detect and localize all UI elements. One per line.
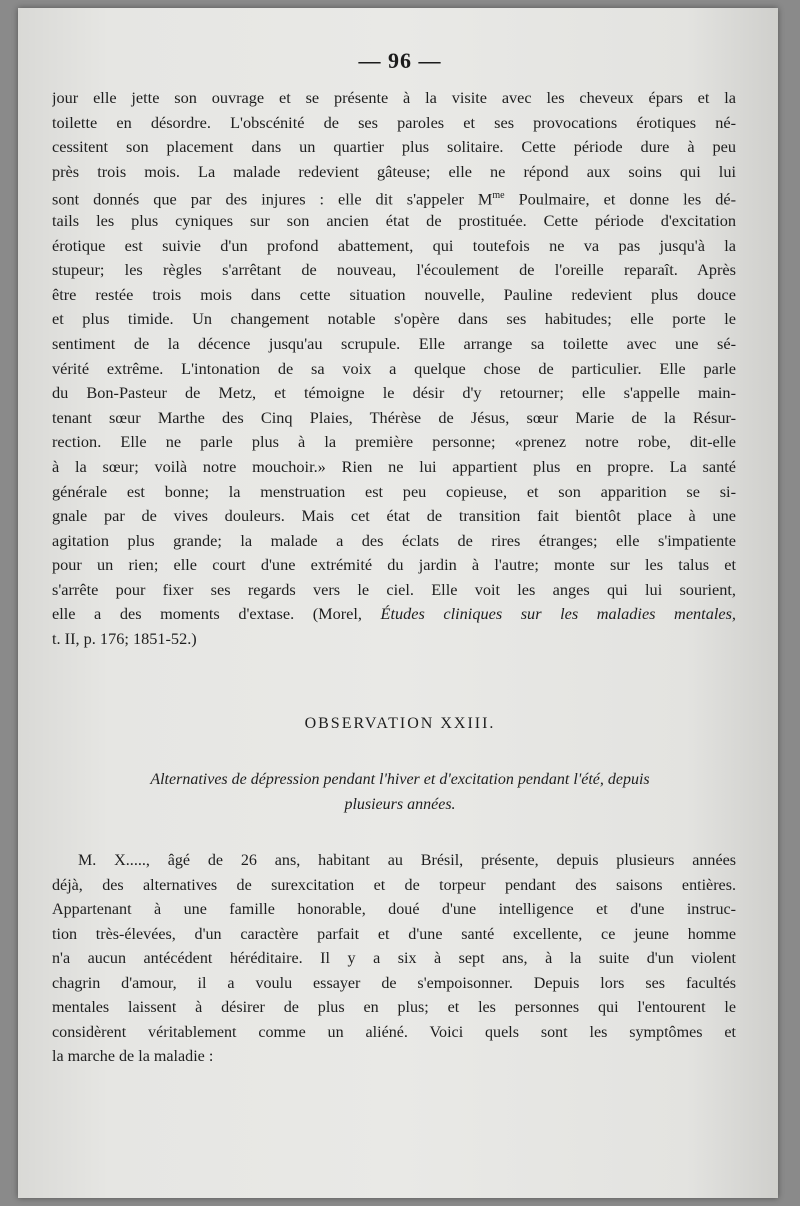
text-line: mentales laissent à désirer de plus en plus; et les personnes qui l'entourent le — [52, 999, 736, 1016]
text-fragment: Poulmaire, et donne les dé- — [504, 189, 736, 209]
paragraph-continuation — [52, 86, 736, 652]
observation-paragraph — [52, 849, 736, 1070]
text-line: Appartenant à une famille honorable, doué d'une intelligence et d'une instruc- — [52, 901, 736, 918]
text-line: tails les plus cyniques sur son ancien état de prostituée. Cette période d'excitation — [52, 210, 736, 230]
text-line: toilette en désordre. L'obscénité de ses paroles et ses provocations érotiques né- — [52, 112, 736, 132]
citation-title: Études cliniques sur les maladies mentales, — [380, 604, 736, 624]
text-line: du Bon-Pasteur de Metz, et témoigne le désir d'y retourner; elle s'appelle main- — [52, 383, 736, 403]
text-line: vérité extrême. L'intonation de sa voix a quelque chose de particulier. Elle parle — [52, 358, 736, 378]
text-line: agitation plus grande; la malade a des éclats de rires étranges; elle s'impatiente — [52, 530, 736, 550]
text-line: à la sœur; voilà notre mouchoir.» Rien ne lui appartient plus en propre. La santé — [52, 456, 736, 476]
text-line: déjà, des alternatives de surexcitation et de torpeur pendant des saisons entières. — [52, 876, 736, 894]
observation-subtitle: plusieurs années. — [344, 796, 456, 813]
text-line: considèrent véritablement comme un aliéné. Voici quels sont les symptômes et — [52, 1023, 736, 1041]
text-line: être restée trois mois dans cette situation nouvelle, Pauline redevient plus douce — [52, 284, 736, 304]
text-line: la marche de la maladie : — [52, 1048, 214, 1065]
text-line — [52, 184, 736, 209]
text-line: cessitent son placement dans un quartier plus solitaire. Cette période dure à peu — [52, 137, 736, 157]
text-line: près trois mois. La malade redevient gâteuse; elle ne répond aux soins qui lui — [52, 161, 736, 181]
text-line: s'arrête pour fixer ses regards vers le ciel. Elle voit les anges qui lui sourient, — [52, 579, 736, 599]
page-number: — 96 — — [358, 48, 442, 73]
text-fragment: sont donnés que par des injures : elle dit s'appeler M — [52, 189, 493, 209]
text-line: M. X....., âgé de 26 ans, habitant au Brésil, présente, depuis plusieurs années — [78, 852, 736, 869]
superscript: me — [492, 190, 505, 202]
observation-heading: OBSERVATION XXIII. — [304, 715, 496, 732]
text-line: sentiment de la décence jusqu'au scrupule. Elle arrange sa toilette avec une sé- — [52, 333, 736, 353]
text-line: gnale par de vives douleurs. Mais cet état de transition fait bientôt place à une — [52, 506, 736, 526]
text-line: érotique est suivie d'un profond abattement, qui toutefois ne va pas jusqu'à la — [52, 235, 736, 255]
text-line: jour elle jette son ouvrage et se présente à la visite avec les cheveux épars et la — [52, 88, 736, 107]
text-line: tion très-élevées, d'un caractère parfait et d'une santé excellente, ce jeune homme — [52, 925, 736, 943]
text-line: et plus timide. Un changement notable s'opère dans ses habitudes; elle porte le — [52, 309, 736, 329]
text-line: chagrin d'amour, il a voulu essayer de s'empoisonner. Depuis lors ses facultés — [52, 974, 736, 992]
text-fragment: elle a des moments d'extase. (Morel, — [52, 604, 381, 624]
text-line — [52, 602, 736, 627]
text-line: t. II, p. 176; 1851-52.) — [52, 629, 197, 649]
text-line: stupeur; les règles s'arrêtant de nouveau, l'écoulement de l'oreille reparaît. Après — [52, 260, 736, 280]
text-line: pour un rien; elle court d'une extrémité du jardin à l'autre; monte sur les talus et — [52, 555, 736, 575]
observation-subtitle: Alternatives de dépression pendant l'hiver et d'excitation pendant l'été, depuis — [150, 771, 650, 788]
text-line: n'a aucun antécédent héréditaire. Il y a six à sept ans, à la suite d'un violent — [52, 950, 736, 967]
text-line: tenant sœur Marthe des Cinq Plaies, Thérèse de Jésus, sœur Marie de la Résur- — [52, 407, 736, 427]
text-line: générale est bonne; la menstruation est peu copieuse, et son apparition se si- — [52, 481, 736, 501]
text-line: rection. Elle ne parle plus à la première personne; «prenez notre robe, dit-elle — [52, 432, 736, 452]
